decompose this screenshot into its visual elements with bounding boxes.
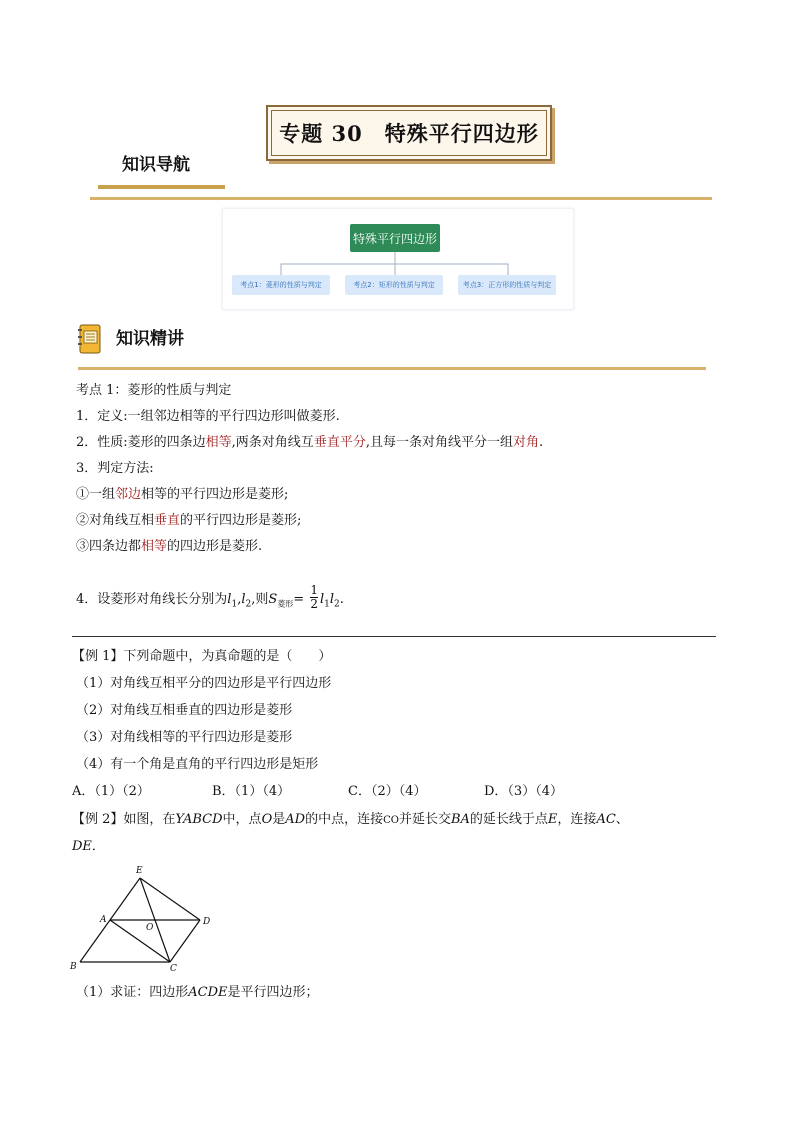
point1-property: 2．性质:菱形的四条边相等,两条对角线互垂直平分,且每一条对角线平分一组对角. [76,435,544,450]
label-C: C [170,964,177,974]
section-divider [72,636,716,637]
lecture-heading: 知识精讲 [116,329,184,349]
example1-option-d: D．（3）（4） [484,784,563,799]
mindmap-node-2: 考点2：矩形的性质与判定 [345,275,443,295]
nav-heading-underline [98,185,225,189]
label-E: E [136,866,143,876]
point1-judge-2: ②对角线互相垂直的平行四边形是菱形; [76,513,302,528]
parallelogram-figure [64,858,224,978]
label-B: B [70,962,77,972]
nav-heading: 知识导航 [122,155,190,175]
example1-option-a: A．（1）（2） [72,784,150,799]
example1-item-2: （2）对角线互相垂直的四边形是菱形 [76,703,293,718]
title-main: 特殊平行四边形 [384,121,539,146]
example1-title: 【例 1】下列命题中，为真命题的是（ ） [72,649,332,664]
example1-item-4: （4）有一个角是直角的平行四边形是矩形 [76,757,319,772]
point1-definition: 1．定义:一组邻边相等的平行四边形叫做菱形. [76,409,340,424]
point1-area: 4．设菱形对角线长分别为$l_1,l_2$,则$S_{菱形}=$ $\frac{1}{2}$ $l_1l_2$. [76,583,344,611]
example1-item-1: （1）对角线互相平分的四边形是平行四边形 [76,676,332,691]
notebook-icon [78,324,102,354]
point1-judge: 3．判定方法: [76,461,154,476]
label-O: O [146,923,154,933]
example2-question1: （1）求证：四边形ACDE是平行四边形； [76,985,319,1000]
lecture-divider [78,367,706,370]
example2-line2: DE． [72,839,105,854]
mindmap-node-1: 考点1：菱形的性质与判定 [232,275,330,295]
example1-option-c: C．（2）（4） [348,784,427,799]
nav-divider [90,197,712,200]
mindmap-root: 特殊平行四边形 [350,224,440,252]
label-D: D [203,917,211,927]
title-prefix: 专题 30 [279,121,363,146]
example1-option-b: B．（1）（4） [212,784,291,799]
point1-title: 考点 1：菱形的性质与判定 [76,383,232,398]
title-box [266,105,552,161]
mindmap-node-3: 考点3：正方形的性质与判定 [458,275,556,295]
example1-item-3: （3）对角线相等的平行四边形是菱形 [76,730,293,745]
example2-line1: 【例 2】如图，在YABCD中，点O是AD的中点，连接CO并延长交BA的延长线于点E，连接AC、 [72,812,629,827]
page-title [271,110,547,156]
label-A: A [100,915,107,925]
point1-judge-1: ①一组邻边相等的平行四边形是菱形; [76,487,289,502]
point1-judge-3: ③四条边都相等的四边形是菱形. [76,539,263,554]
